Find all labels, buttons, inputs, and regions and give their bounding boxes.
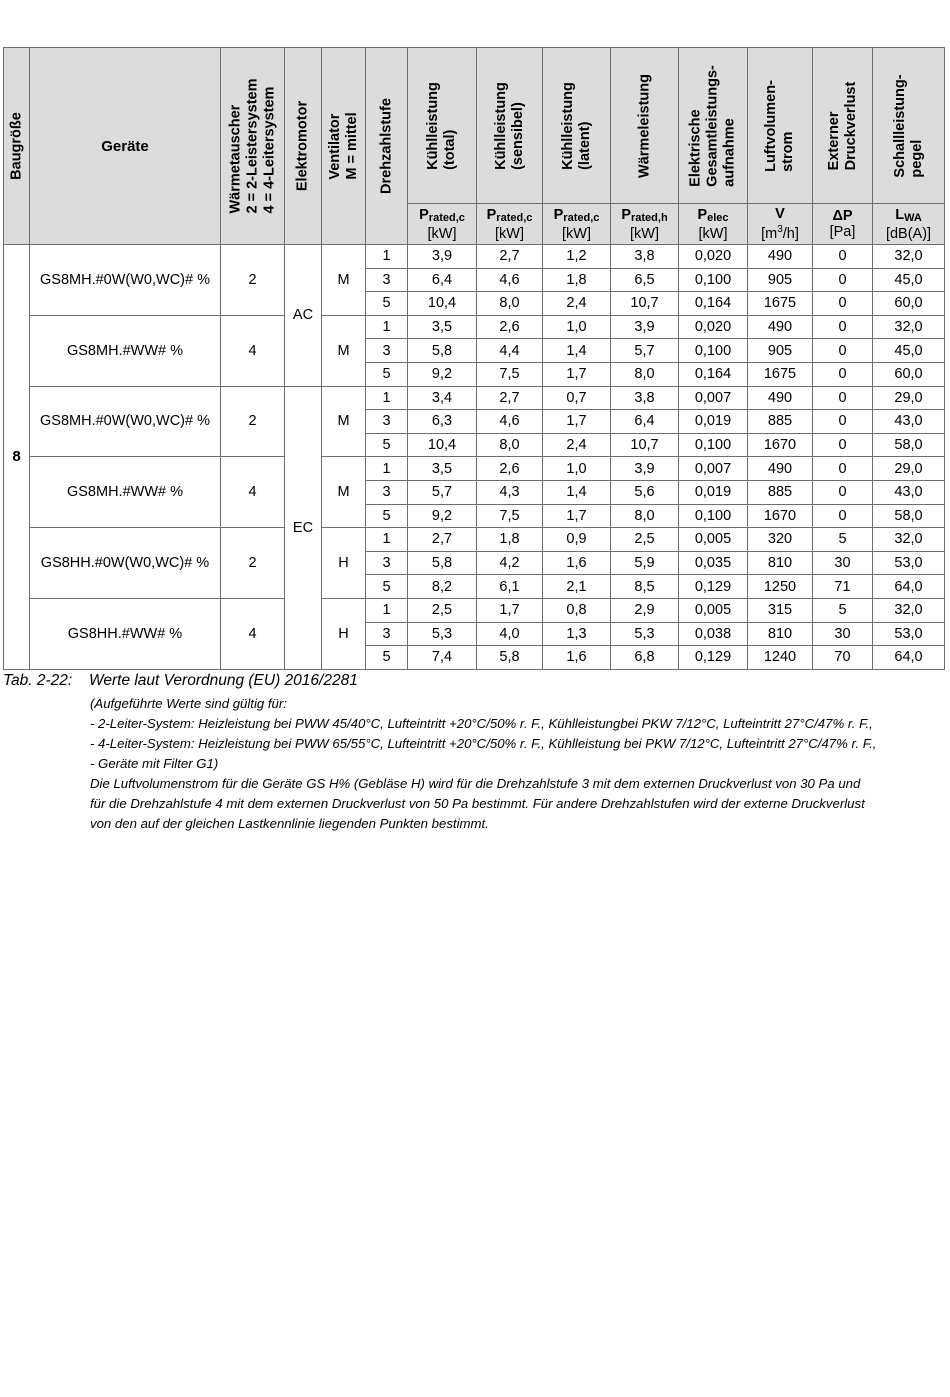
value-cell: 70 bbox=[813, 646, 873, 670]
value-cell: 32,0 bbox=[873, 245, 945, 269]
value-cell: 5,6 bbox=[611, 480, 679, 504]
table-body bbox=[4, 245, 945, 670]
value-cell: 0,100 bbox=[679, 268, 748, 292]
value-cell: 58,0 bbox=[873, 504, 945, 528]
value-cell: 1 bbox=[366, 386, 408, 410]
value-cell: 45,0 bbox=[873, 268, 945, 292]
value-cell: 0,019 bbox=[679, 410, 748, 434]
value-cell: 8,2 bbox=[408, 575, 477, 599]
device-cell: GS8HH.#WW# % bbox=[30, 598, 221, 669]
value-cell: 9,2 bbox=[408, 504, 477, 528]
value-cell: 0 bbox=[813, 268, 873, 292]
value-cell: 32,0 bbox=[873, 598, 945, 622]
note-line: von den auf der gleichen Lastkennlinie liegenden Punkten bestimmt. bbox=[90, 816, 489, 831]
value-cell: 8,0 bbox=[611, 504, 679, 528]
value-cell: 1,6 bbox=[543, 551, 611, 575]
note-line: - Geräte mit Filter G1) bbox=[90, 756, 219, 771]
value-cell: 5,9 bbox=[611, 551, 679, 575]
value-cell: 10,7 bbox=[611, 292, 679, 316]
value-cell: 2,6 bbox=[477, 457, 543, 481]
value-cell: 1,8 bbox=[477, 528, 543, 552]
value-cell: 32,0 bbox=[873, 315, 945, 339]
value-cell: 3 bbox=[366, 551, 408, 575]
value-cell: 7,5 bbox=[477, 504, 543, 528]
unit-heat: $P_{rated,h}$ [kW] bbox=[611, 204, 679, 245]
table-row bbox=[4, 315, 945, 339]
value-cell: 53,0 bbox=[873, 622, 945, 646]
value-cell: 0,020 bbox=[679, 315, 748, 339]
value-cell: 3,9 bbox=[611, 457, 679, 481]
value-cell: 3,8 bbox=[611, 386, 679, 410]
device-cell: GS8MH.#WW# % bbox=[30, 457, 221, 528]
value-cell: 1,4 bbox=[543, 480, 611, 504]
value-cell: 2,5 bbox=[611, 528, 679, 552]
fan-cell: M bbox=[322, 245, 366, 316]
value-cell: 2,4 bbox=[543, 433, 611, 457]
value-cell: 6,4 bbox=[408, 268, 477, 292]
value-cell: 0,007 bbox=[679, 457, 748, 481]
value-cell: 0,019 bbox=[679, 480, 748, 504]
header-sound: Schallleistung- pegel bbox=[873, 48, 945, 204]
value-cell: 2,4 bbox=[543, 292, 611, 316]
value-cell: 2,1 bbox=[543, 575, 611, 599]
value-cell: 2,5 bbox=[408, 598, 477, 622]
value-cell: 5 bbox=[366, 504, 408, 528]
value-cell: 30 bbox=[813, 551, 873, 575]
value-cell: 29,0 bbox=[873, 386, 945, 410]
value-cell: 8,0 bbox=[611, 362, 679, 386]
unit-cool-lat: $P_{rated,c}$ [kW] bbox=[543, 204, 611, 245]
value-cell: 58,0 bbox=[873, 433, 945, 457]
value-cell: 0 bbox=[813, 362, 873, 386]
value-cell: 53,0 bbox=[873, 551, 945, 575]
header-cool-lat: Kühlleistung (latent) bbox=[543, 48, 611, 204]
value-cell: 10,4 bbox=[408, 433, 477, 457]
motor-cell: AC bbox=[285, 245, 322, 387]
header-airflow: Luftvolumen- strom bbox=[748, 48, 813, 204]
value-cell: 0,005 bbox=[679, 528, 748, 552]
table-row bbox=[4, 528, 945, 552]
unit-cool-sens: $P_{rated,c}$ [kW] bbox=[477, 204, 543, 245]
value-cell: 0 bbox=[813, 245, 873, 269]
note-line: - 2-Leiter-System: Heizleistung bei PWW 45/40°C, Lufteintritt +20°C/50% r. F., Kühlleistungbei PKW 7/12°C, Lufteintritt 27°C/47% r. F., bbox=[90, 716, 873, 731]
value-cell: 0,005 bbox=[679, 598, 748, 622]
table-row bbox=[4, 598, 945, 622]
value-cell: 5,8 bbox=[408, 551, 477, 575]
motor-cell: EC bbox=[285, 386, 322, 669]
value-cell: 0 bbox=[813, 315, 873, 339]
value-cell: 5,3 bbox=[408, 622, 477, 646]
header-elec: Elektrische Gesamtleistungs- aufnahme bbox=[679, 48, 748, 204]
value-cell: 2,9 bbox=[611, 598, 679, 622]
value-cell: 0,100 bbox=[679, 504, 748, 528]
value-cell: 4,6 bbox=[477, 410, 543, 434]
heat-exchanger-cell: 4 bbox=[221, 315, 285, 386]
value-cell: 6,3 bbox=[408, 410, 477, 434]
unit-cool-total: $P_{rated,c}$ [kW] bbox=[408, 204, 477, 245]
value-cell: 1,2 bbox=[543, 245, 611, 269]
value-cell: 2,7 bbox=[477, 386, 543, 410]
value-cell: 32,0 bbox=[873, 528, 945, 552]
value-cell: 1,8 bbox=[543, 268, 611, 292]
value-cell: 5 bbox=[366, 646, 408, 670]
value-cell: 905 bbox=[748, 268, 813, 292]
value-cell: 2,7 bbox=[477, 245, 543, 269]
table-notes bbox=[90, 694, 950, 834]
value-cell: 5 bbox=[813, 528, 873, 552]
value-cell: 5 bbox=[366, 292, 408, 316]
header-cool-sens: Kühlleistung (sensibel) bbox=[477, 48, 543, 204]
value-cell: 5,8 bbox=[408, 339, 477, 363]
note-line: (Aufgeführte Werte sind gültig für: bbox=[90, 696, 287, 711]
table-caption bbox=[3, 672, 358, 690]
value-cell: 4,6 bbox=[477, 268, 543, 292]
value-cell: 1 bbox=[366, 245, 408, 269]
fan-cell: M bbox=[322, 315, 366, 386]
note-line: Die Luftvolumenstrom für die Geräte GS H% (Gebläse H) wird für die Drehzahlstufe 3 mit dem externen Druckverlust von 30 Pa und bbox=[90, 776, 861, 791]
value-cell: 0 bbox=[813, 504, 873, 528]
value-cell: 10,4 bbox=[408, 292, 477, 316]
heat-exchanger-cell: 2 bbox=[221, 386, 285, 457]
value-cell: 905 bbox=[748, 339, 813, 363]
value-cell: 8,0 bbox=[477, 292, 543, 316]
value-cell: 8,5 bbox=[611, 575, 679, 599]
value-cell: 1,0 bbox=[543, 457, 611, 481]
value-cell: 490 bbox=[748, 457, 813, 481]
value-cell: 3,8 bbox=[611, 245, 679, 269]
header-devices: Geräte bbox=[30, 48, 221, 245]
value-cell: 0 bbox=[813, 433, 873, 457]
header-cool-total: Kühlleistung (total) bbox=[408, 48, 477, 204]
caption-label: Tab. 2-22: bbox=[3, 672, 73, 689]
table-row bbox=[4, 386, 945, 410]
value-cell: 1675 bbox=[748, 362, 813, 386]
unit-sound: $L_{WA}$ [dB(A)] bbox=[873, 204, 945, 245]
value-cell: 6,5 bbox=[611, 268, 679, 292]
value-cell: 1675 bbox=[748, 292, 813, 316]
value-cell: 10,7 bbox=[611, 433, 679, 457]
value-cell: 1 bbox=[366, 457, 408, 481]
value-cell: 5 bbox=[366, 575, 408, 599]
value-cell: 1670 bbox=[748, 504, 813, 528]
value-cell: 1,7 bbox=[543, 362, 611, 386]
value-cell: 0,9 bbox=[543, 528, 611, 552]
value-cell: 490 bbox=[748, 245, 813, 269]
value-cell: 885 bbox=[748, 410, 813, 434]
header-size: Baugröße bbox=[4, 48, 30, 245]
value-cell: 5,3 bbox=[611, 622, 679, 646]
value-cell: 5,7 bbox=[611, 339, 679, 363]
table-row bbox=[4, 457, 945, 481]
value-cell: 1 bbox=[366, 528, 408, 552]
value-cell: 0,129 bbox=[679, 575, 748, 599]
value-cell: 1670 bbox=[748, 433, 813, 457]
value-cell: 1,6 bbox=[543, 646, 611, 670]
value-cell: 4,0 bbox=[477, 622, 543, 646]
value-cell: 1,3 bbox=[543, 622, 611, 646]
note-line: - 4-Leiter-System: Heizleistung bei PWW 65/55°C, Lufteintritt +20°C/50% r. F., Kühlleistung bei PKW 7/12°C, Lufteintritt 27°C/47% r. F., bbox=[90, 736, 877, 751]
value-cell: 0,035 bbox=[679, 551, 748, 575]
fan-cell: M bbox=[322, 457, 366, 528]
device-cell: GS8MH.#WW# % bbox=[30, 315, 221, 386]
value-cell: 43,0 bbox=[873, 410, 945, 434]
performance-table bbox=[3, 47, 945, 670]
value-cell: 2,7 bbox=[408, 528, 477, 552]
value-cell: 0,164 bbox=[679, 292, 748, 316]
value-cell: 1,7 bbox=[543, 410, 611, 434]
value-cell: 490 bbox=[748, 315, 813, 339]
value-cell: 0 bbox=[813, 339, 873, 363]
fan-cell: H bbox=[322, 528, 366, 599]
unit-elec: $P_{elec}$ [kW] bbox=[679, 204, 748, 245]
value-cell: 3 bbox=[366, 480, 408, 504]
heat-exchanger-cell: 2 bbox=[221, 528, 285, 599]
header-speed: Drehzahlstufe bbox=[366, 48, 408, 245]
header-heat: Wärmeleistung bbox=[611, 48, 679, 204]
device-cell: GS8MH.#0W(W0,WC)# % bbox=[30, 245, 221, 316]
value-cell: 64,0 bbox=[873, 646, 945, 670]
value-cell: 3,9 bbox=[408, 245, 477, 269]
value-cell: 1,7 bbox=[543, 504, 611, 528]
value-cell: 0,129 bbox=[679, 646, 748, 670]
value-cell: 0 bbox=[813, 386, 873, 410]
value-cell: 0,7 bbox=[543, 386, 611, 410]
value-cell: 3,5 bbox=[408, 315, 477, 339]
value-cell: 4,4 bbox=[477, 339, 543, 363]
value-cell: 1250 bbox=[748, 575, 813, 599]
value-cell: 43,0 bbox=[873, 480, 945, 504]
unit-airflow: V $[m^3/h]$ bbox=[748, 204, 813, 245]
value-cell: 0 bbox=[813, 480, 873, 504]
value-cell: 0,020 bbox=[679, 245, 748, 269]
device-cell: GS8MH.#0W(W0,WC)# % bbox=[30, 386, 221, 457]
value-cell: 9,2 bbox=[408, 362, 477, 386]
value-cell: 2,6 bbox=[477, 315, 543, 339]
value-cell: 0,100 bbox=[679, 339, 748, 363]
header-fan: Ventilator M = mittel bbox=[322, 48, 366, 245]
value-cell: 0 bbox=[813, 457, 873, 481]
value-cell: 71 bbox=[813, 575, 873, 599]
fan-cell: H bbox=[322, 598, 366, 669]
value-cell: 0,8 bbox=[543, 598, 611, 622]
value-cell: 0,100 bbox=[679, 433, 748, 457]
value-cell: 0,007 bbox=[679, 386, 748, 410]
unit-ext-pressure: ΔP [Pa] bbox=[813, 204, 873, 245]
value-cell: 3 bbox=[366, 339, 408, 363]
value-cell: 320 bbox=[748, 528, 813, 552]
value-cell: 3,9 bbox=[611, 315, 679, 339]
value-cell: 1 bbox=[366, 315, 408, 339]
header-motor: Elektromotor bbox=[285, 48, 322, 245]
size-cell: 8 bbox=[4, 245, 30, 670]
value-cell: 3,5 bbox=[408, 457, 477, 481]
value-cell: 30 bbox=[813, 622, 873, 646]
value-cell: 6,1 bbox=[477, 575, 543, 599]
value-cell: 810 bbox=[748, 551, 813, 575]
value-cell: 0,038 bbox=[679, 622, 748, 646]
heat-exchanger-cell: 4 bbox=[221, 457, 285, 528]
value-cell: 5,7 bbox=[408, 480, 477, 504]
value-cell: 64,0 bbox=[873, 575, 945, 599]
value-cell: 1 bbox=[366, 598, 408, 622]
value-cell: 1,0 bbox=[543, 315, 611, 339]
value-cell: 5 bbox=[366, 433, 408, 457]
value-cell: 810 bbox=[748, 622, 813, 646]
header-row bbox=[4, 48, 945, 204]
header-ext-pressure: Externer Druckverlust bbox=[813, 48, 873, 204]
value-cell: 7,5 bbox=[477, 362, 543, 386]
value-cell: 490 bbox=[748, 386, 813, 410]
value-cell: 6,4 bbox=[611, 410, 679, 434]
value-cell: 3 bbox=[366, 410, 408, 434]
value-cell: 8,0 bbox=[477, 433, 543, 457]
value-cell: 4,3 bbox=[477, 480, 543, 504]
value-cell: 29,0 bbox=[873, 457, 945, 481]
header-heat-exchanger: Wärmetauscher 2 = 2-Leistersystem 4 = 4-Leitersystem bbox=[221, 48, 285, 245]
heat-exchanger-cell: 2 bbox=[221, 245, 285, 316]
fan-cell: M bbox=[322, 386, 366, 457]
value-cell: 0,164 bbox=[679, 362, 748, 386]
value-cell: 5 bbox=[813, 598, 873, 622]
value-cell: 5 bbox=[366, 362, 408, 386]
value-cell: 5,8 bbox=[477, 646, 543, 670]
value-cell: 1240 bbox=[748, 646, 813, 670]
value-cell: 6,8 bbox=[611, 646, 679, 670]
value-cell: 7,4 bbox=[408, 646, 477, 670]
value-cell: 3 bbox=[366, 622, 408, 646]
value-cell: 45,0 bbox=[873, 339, 945, 363]
value-cell: 1,4 bbox=[543, 339, 611, 363]
value-cell: 885 bbox=[748, 480, 813, 504]
heat-exchanger-cell: 4 bbox=[221, 598, 285, 669]
table-row bbox=[4, 245, 945, 269]
note-line: für die Drehzahlstufe 4 mit dem externen Druckverlust von 50 Pa bestimmt. Für andere Drehzahlstufen wird der externe Druckverlust bbox=[90, 796, 865, 811]
value-cell: 60,0 bbox=[873, 362, 945, 386]
value-cell: 4,2 bbox=[477, 551, 543, 575]
value-cell: 60,0 bbox=[873, 292, 945, 316]
device-cell: GS8HH.#0W(W0,WC)# % bbox=[30, 528, 221, 599]
value-cell: 1,7 bbox=[477, 598, 543, 622]
value-cell: 315 bbox=[748, 598, 813, 622]
caption-title: Werte laut Verordnung (EU) 2016/2281 bbox=[89, 672, 358, 689]
value-cell: 3,4 bbox=[408, 386, 477, 410]
value-cell: 0 bbox=[813, 292, 873, 316]
value-cell: 3 bbox=[366, 268, 408, 292]
value-cell: 0 bbox=[813, 410, 873, 434]
